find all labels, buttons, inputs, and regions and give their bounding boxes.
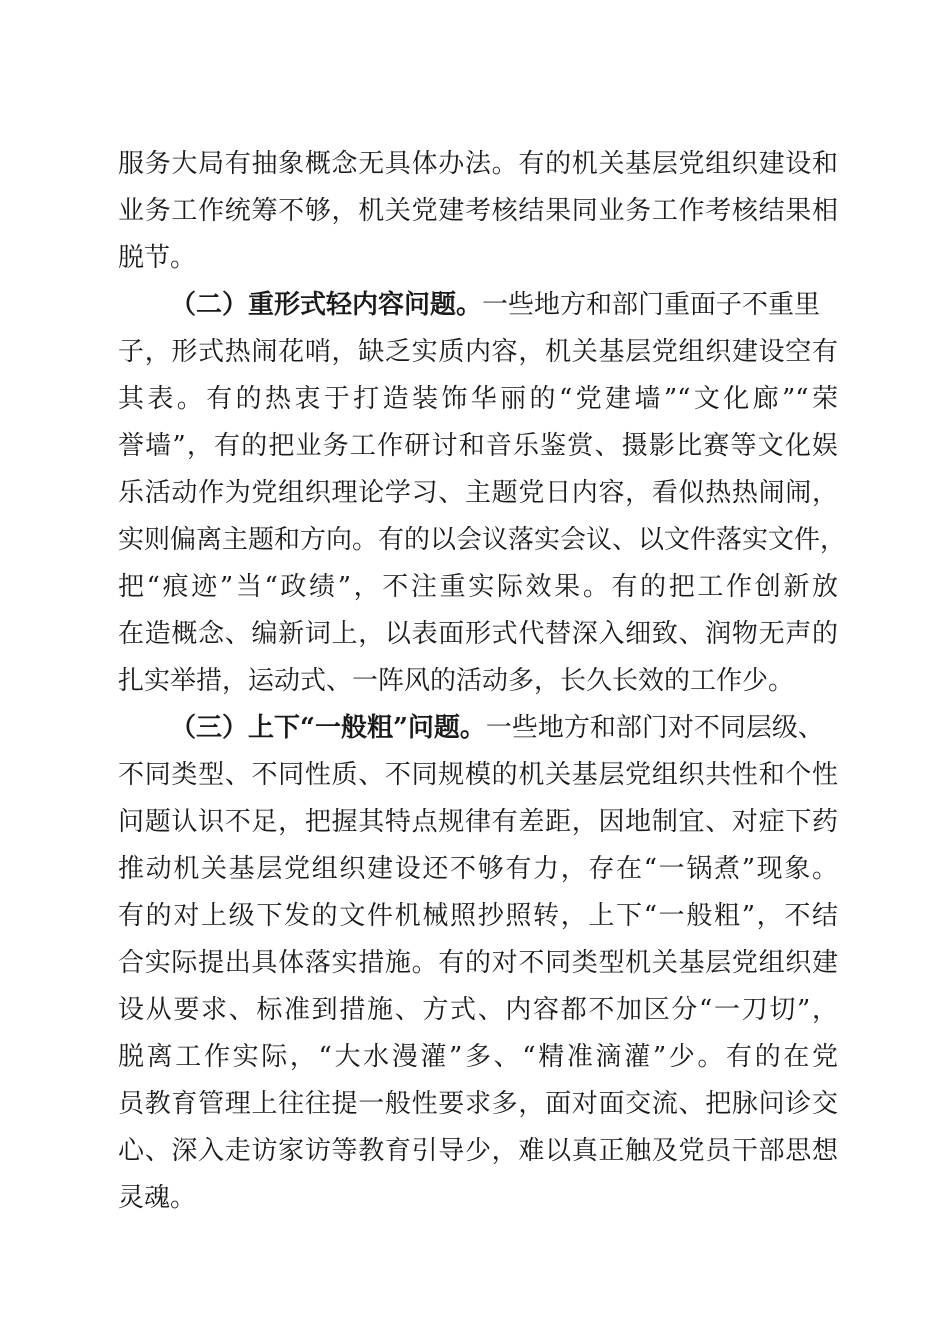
paragraph-2-line-2: 子，形式热闹花哨，缺乏实质内容，机关基层党组织建设空有 xyxy=(118,337,838,367)
section-heading-3: （三）上下“一般粗”问题。 xyxy=(170,713,486,743)
section-heading-2: （二）重形式轻内容问题。 xyxy=(170,290,483,320)
paragraph-2-line-1 xyxy=(170,280,838,330)
paragraph-3-line-6: 合实际提出具体落实措施。有的对不同类型机关基层党组织建 xyxy=(118,948,838,978)
paragraph-3-line-9: 员教育管理上往往提一般性要求多，面对面交流、把脉问诊交 xyxy=(118,1089,838,1119)
paragraph-2-line-6: 实则偏离主题和方向。有的以会议落实会议、以文件落实文件， xyxy=(118,525,847,555)
paragraph-3-line-11: 灵魂。 xyxy=(118,1183,197,1213)
paragraph-3-line-1 xyxy=(170,703,838,753)
paragraph-2-line-3: 其表。有的热衷于打造装饰华丽的“党建墙”“文化廊”“荣 xyxy=(118,384,838,414)
paragraph-1-line-1: 服务大局有抽象概念无具体办法。有的机关基层党组织建设和 xyxy=(118,149,838,179)
paragraph-3-line-5: 有的对上级下发的文件机械照抄照转，上下“一般粗”，不结 xyxy=(118,901,838,931)
paragraph-3-line-10: 心、深入走访家访等教育引导少，难以真正触及党员干部思想 xyxy=(118,1136,838,1166)
paragraph-2-line-4: 誉墙”，有的把业务工作研讨和音乐鉴赏、摄影比赛等文化娱 xyxy=(118,431,838,461)
paragraph-1-line-3: 脱节。 xyxy=(118,243,197,273)
paragraph-2-line-9: 扎实举措，运动式、一阵风的活动多，长久长效的工作少。 xyxy=(118,666,795,696)
paragraph-2-line-8: 在造概念、编新词上，以表面形式代替深入细致、润物无声的 xyxy=(118,619,838,649)
paragraph-2-line-1-text: 一些地方和部门重面子不重里 xyxy=(482,290,821,320)
paragraph-2-line-7: 把“痕迹”当“政绩”，不注重实际效果。有的把工作创新放 xyxy=(118,572,838,602)
paragraph-3-line-8: 脱离工作实际，“大水漫灌”多、“精准滴灌”少。有的在党 xyxy=(118,1042,838,1072)
paragraph-1-line-2: 业务工作统筹不够，机关党建考核结果同业务工作考核结果相 xyxy=(118,196,838,226)
paragraph-3-line-1-text: 一些地方和部门对不同层级、 xyxy=(485,713,824,743)
paragraph-3-line-2: 不同类型、不同性质、不同规模的机关基层党组织共性和个性 xyxy=(118,760,838,790)
paragraph-3-line-7: 设从要求、标准到措施、方式、内容都不加区分“一刀切”， xyxy=(118,995,838,1025)
paragraph-3-line-4: 推动机关基层党组织建设还不够有力，存在“一锅煮”现象。 xyxy=(118,854,838,884)
paragraph-2-line-5: 乐活动作为党组织理论学习、主题党日内容，看似热热闹闹， xyxy=(118,478,838,508)
paragraph-3-line-3: 问题认识不足，把握其特点规律有差距，因地制宜、对症下药 xyxy=(118,807,838,837)
